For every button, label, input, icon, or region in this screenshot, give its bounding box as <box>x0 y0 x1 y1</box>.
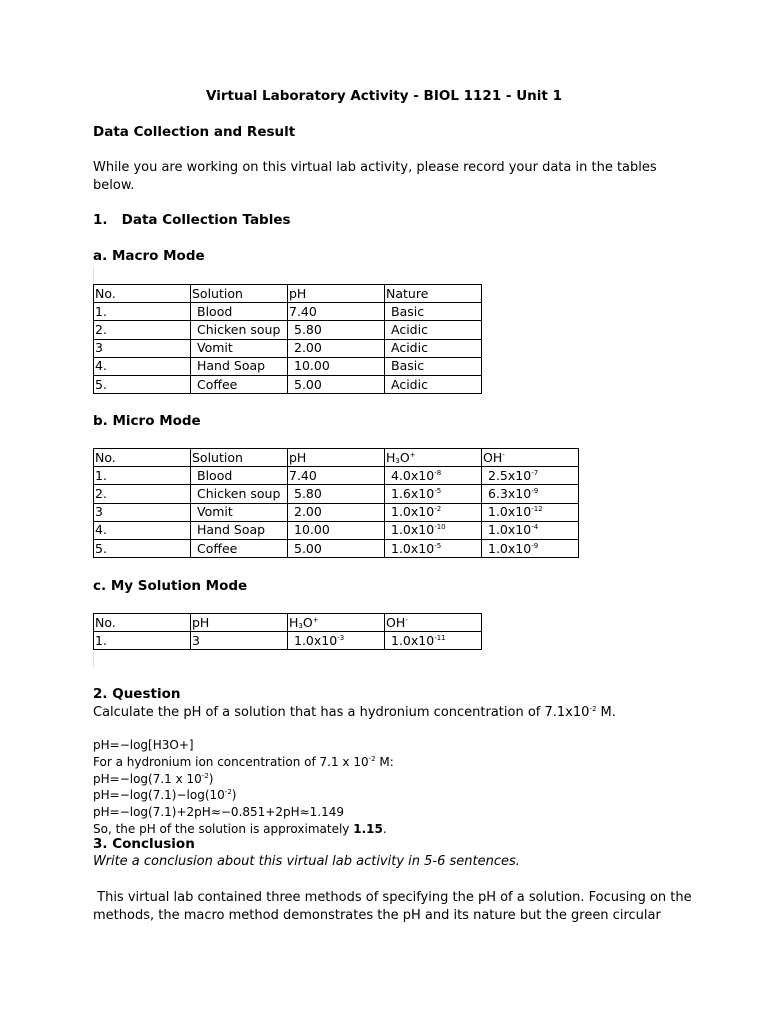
micro-cell-solution: Chicken soup <box>191 485 288 503</box>
macro-cell-nature: Basic <box>385 357 482 375</box>
table-row <box>94 467 579 485</box>
micro-cell-no: 1. <box>94 467 191 485</box>
tables-heading-text: Data Collection Tables <box>121 212 291 228</box>
answer-line-final: So, the pH of the solution is approximately 1.15. <box>93 821 387 836</box>
macro-header-no: No. <box>94 285 191 303</box>
macro-cell-no: 1. <box>94 303 191 321</box>
micro-cell-no: 2. <box>94 485 191 503</box>
table-row <box>94 339 482 357</box>
macro-cell-nature: Acidic <box>385 339 482 357</box>
table-row <box>94 632 482 650</box>
micro-cell-h3o: $1.0x10^{-2}$ <box>385 503 482 521</box>
macro-cell-no: 2. <box>94 321 191 339</box>
my-solution-table <box>93 613 482 650</box>
answer-line-concentration: For a hydronium ion concentration of 7.1 x $10^{-2}$ M: <box>93 754 394 769</box>
macro-cell-nature: Acidic <box>385 321 482 339</box>
micro-cell-oh: $1.0x10^{-12}$ <box>482 503 579 521</box>
conclusion-text-line-1: This virtual lab contained three methods of specifying the pH of a solution. Focusing on the <box>93 890 692 905</box>
macro-cell-ph: 10.00 <box>288 357 385 375</box>
micro-cell-oh: $6.3x10^{-9}$ <box>482 485 579 503</box>
answer-line-formula: pH=−log[H3O+] <box>93 738 194 752</box>
my-solution-header-oh: OH- <box>385 614 482 632</box>
micro-table <box>93 448 579 558</box>
macro-header-row <box>94 285 482 303</box>
micro-cell-solution: Vomit <box>191 503 288 521</box>
macro-cell-no: 4. <box>94 357 191 375</box>
micro-header-row <box>94 449 579 467</box>
answer-block <box>93 737 394 838</box>
micro-cell-oh: $1.0x10^{-9}$ <box>482 539 579 557</box>
micro-cell-ph: 5.80 <box>288 485 385 503</box>
micro-header-oh: OH- <box>482 449 579 467</box>
conclusion-heading: 3. Conclusion <box>93 836 195 852</box>
macro-cell-no: 3 <box>94 339 191 357</box>
my-solution-cell-ph: 3 <box>191 632 288 650</box>
my-solution-header-no: No. <box>94 614 191 632</box>
micro-cell-h3o: $4.0x10^{-8}$ <box>385 467 482 485</box>
macro-header-nature: Nature <box>385 285 482 303</box>
macro-cell-nature: Basic <box>385 303 482 321</box>
macro-header-ph: pH <box>288 285 385 303</box>
question-prompt: Calculate the pH of a solution that has a hydronium concentration of $7.1x10^{-2}$ M. <box>93 705 616 720</box>
my-solution-header-row <box>94 614 482 632</box>
my-solution-cell-no: 1. <box>94 632 191 650</box>
answer-line-substitution: pH=−log(7.1 x $10^{-2}$) <box>93 771 214 786</box>
micro-cell-no: 3 <box>94 503 191 521</box>
macro-cell-solution: Coffee <box>191 375 288 393</box>
micro-cell-solution: Coffee <box>191 539 288 557</box>
micro-cell-no: 5. <box>94 539 191 557</box>
macro-cell-no: 5. <box>94 375 191 393</box>
answer-line-split: $pH=-\log(7.1)-\log(10^{-2})$ <box>93 788 237 803</box>
micro-cell-ph: 2.00 <box>288 503 385 521</box>
micro-cell-h3o: $1.0x10^{-5}$ <box>385 539 482 557</box>
table-row <box>94 357 482 375</box>
macro-cell-ph: 5.00 <box>288 375 385 393</box>
micro-cell-h3o: $1.0x10^{-10}$ <box>385 521 482 539</box>
micro-cell-ph: 7.40 <box>288 467 385 485</box>
answer-line-result: pH=−log(7.1)+2pH≈−0.851+2pH≈1.149 <box>93 805 345 820</box>
macro-cell-nature: Acidic <box>385 375 482 393</box>
micro-cell-oh: $1.0x10^{-4}$ <box>482 521 579 539</box>
micro-header-solution: Solution <box>191 449 288 467</box>
micro-cell-solution: Hand Soap <box>191 521 288 539</box>
micro-cell-solution: Blood <box>191 467 288 485</box>
macro-cell-ph: 2.00 <box>288 339 385 357</box>
macro-cell-solution: Hand Soap <box>191 357 288 375</box>
my-solution-header-ph: pH <box>191 614 288 632</box>
micro-cell-ph: 5.00 <box>288 539 385 557</box>
conclusion-text-line-2: methods, the macro method demonstrates the pH and its nature but the green circular <box>93 908 661 923</box>
my-solution-heading: c. My Solution Mode <box>93 578 248 594</box>
document-title: Virtual Laboratory Activity - BIOL 1121 - Unit 1 <box>206 88 562 104</box>
intro-paragraph: While you are working on this virtual lab activity, please record your data in the tables below. <box>93 160 657 193</box>
my-solution-cell-h3o: $1.0x10^{-3}$ <box>288 632 385 650</box>
micro-cell-no: 4. <box>94 521 191 539</box>
micro-header-ph: pH <box>288 449 385 467</box>
table-row <box>94 521 579 539</box>
micro-cell-ph: 10.00 <box>288 521 385 539</box>
macro-cell-solution: Blood <box>191 303 288 321</box>
conclusion-instruction: Write a conclusion about this virtual lab activity in 5-6 sentences. <box>93 854 520 869</box>
question-heading: 2. Question <box>93 686 181 702</box>
table-row <box>94 485 579 503</box>
macro-table <box>93 284 482 394</box>
table-row <box>94 375 482 393</box>
micro-cell-oh: $2.5x10^{-7}$ <box>482 467 579 485</box>
table-row <box>94 503 579 521</box>
micro-cell-h3o: $1.6x10^{-5}$ <box>385 485 482 503</box>
tables-heading <box>93 212 291 228</box>
macro-heading: a. Macro Mode <box>93 248 205 264</box>
macro-cell-ph: 5.80 <box>288 321 385 339</box>
my-solution-header-h3o: $H_3O^+$ <box>288 614 385 632</box>
my-solution-cell-oh: $1.0x10^{-11}$ <box>385 632 482 650</box>
micro-header-no: No. <box>94 449 191 467</box>
section-heading: Data Collection and Result <box>93 124 296 140</box>
macro-header-solution: Solution <box>191 285 288 303</box>
tables-heading-number: 1. <box>93 212 108 228</box>
table-row <box>94 321 482 339</box>
table-row <box>94 303 482 321</box>
macro-cell-solution: Chicken soup <box>191 321 288 339</box>
macro-cell-ph: 7.40 <box>288 303 385 321</box>
table-row <box>94 539 579 557</box>
macro-cell-solution: Vomit <box>191 339 288 357</box>
micro-heading: b. Micro Mode <box>93 413 201 429</box>
micro-header-h3o: $H_3O^+$ <box>385 449 482 467</box>
